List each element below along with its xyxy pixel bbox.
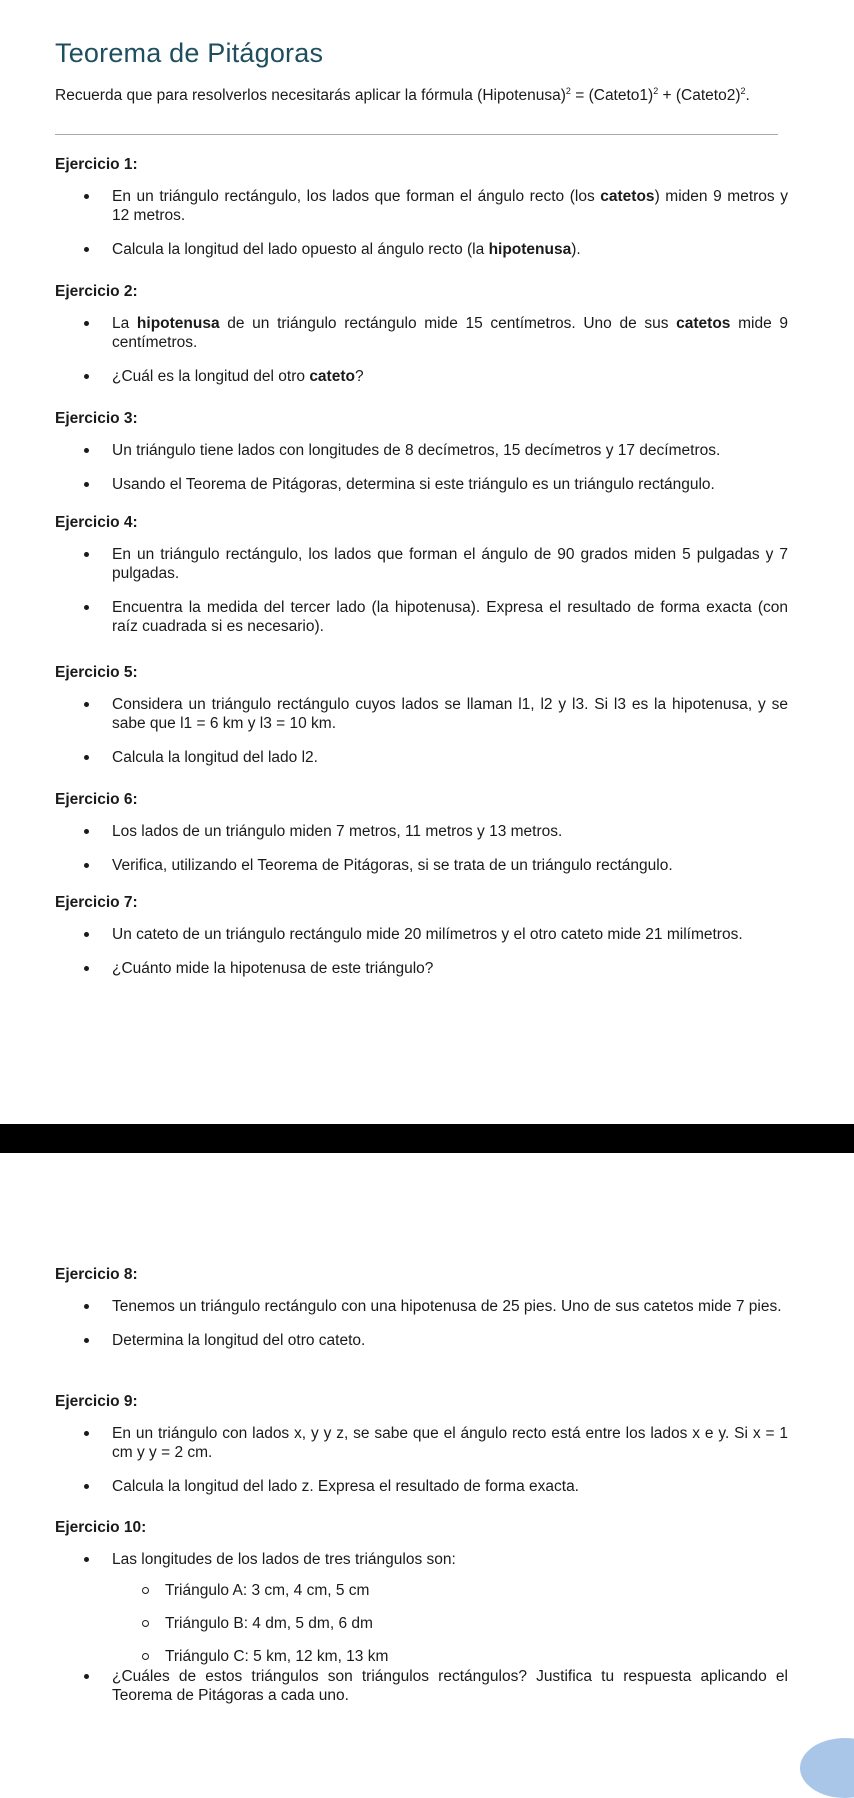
page-break-bar (0, 1124, 854, 1153)
exercise-title: Ejercicio 5: (55, 664, 138, 681)
exercise-2 (55, 283, 788, 401)
exercise-bullet: La hipotenusa de un triángulo rectángulo mide 15 centímetros. Uno de sus catetos mide 9 centímetros. (55, 314, 788, 352)
exercise-4 (55, 514, 788, 651)
exercise-bullet: ¿Cuánto mide la hipotenusa de este triángulo? (55, 959, 788, 978)
exercise-title: Ejercicio 6: (55, 791, 138, 808)
exercise-bullet: Calcula la longitud del lado l2. (55, 748, 788, 767)
exercise-bullet: Las longitudes de los lados de tres triángulos son: Triángulo A: 3 cm, 4 cm, 5 cm Triángulo B: 4 dm, 5 dm, 6 dm Triángulo C: 5 km, 12 km, 13 km (55, 1550, 788, 1666)
horizontal-divider (55, 134, 778, 135)
exercise-bullet: En un triángulo rectángulo, los lados que forman el ángulo de 90 grados miden 5 pulgadas y 7 pulgadas. (55, 545, 788, 583)
exercise-bullet: Tenemos un triángulo rectángulo con una hipotenusa de 25 pies. Uno de sus catetos mide 7 pies. (55, 1297, 788, 1316)
exercise-title: Ejercicio 7: (55, 894, 138, 911)
exercise-bullet: Un cateto de un triángulo rectángulo mide 20 milímetros y el otro cateto mide 21 milímetros. (55, 925, 788, 944)
exercise-bullet: Verifica, utilizando el Teorema de Pitágoras, si se trata de un triángulo rectángulo. (55, 856, 788, 875)
exercise-title: Ejercicio 8: (55, 1266, 138, 1283)
exercise-bullet: Determina la longitud del otro cateto. (55, 1331, 788, 1350)
exercise-3 (55, 410, 785, 509)
exercise-6 (55, 791, 785, 890)
exercise-bullet: Encuentra la medida del tercer lado (la hipotenusa). Expresa el resultado de forma exacta (con raíz cuadrada si es necesario). (55, 598, 788, 636)
exercise-8 (55, 1266, 785, 1365)
exercise-title: Ejercicio 9: (55, 1393, 138, 1410)
exercise-bullet: En un triángulo con lados x, y y z, se sabe que el ángulo recto está entre los lados x e y. Si x = 1 cm y y = 2 cm. (55, 1424, 788, 1462)
exercise-bullet: En un triángulo rectángulo, los lados que forman el ángulo recto (los catetos) miden 9 metros y 12 metros. (55, 187, 788, 225)
exercise-1 (55, 156, 788, 274)
exercise-10 (55, 1519, 788, 1720)
exercise-bullet: ¿Cuáles de estos triángulos son triángulos rectángulos? Justifica tu respuesta aplicando el Teorema de Pitágoras a cada uno. (55, 1667, 788, 1705)
exercise-bullet: Los lados de un triángulo miden 7 metros, 11 metros y 13 metros. (55, 822, 788, 841)
exercise-bullet: ¿Cuál es la longitud del otro cateto? (55, 367, 788, 386)
exercise-bullet: Usando el Teorema de Pitágoras, determina si este triángulo es un triángulo rectángulo. (55, 475, 788, 494)
exercise-bullet: Calcula la longitud del lado z. Expresa el resultado de forma exacta. (55, 1477, 788, 1496)
exercise-title: Ejercicio 10: (55, 1519, 147, 1536)
exercise-bullet: Calcula la longitud del lado opuesto al ángulo recto (la hipotenusa). (55, 240, 788, 259)
page-title: Teorema de Pitágoras (55, 38, 324, 68)
sub-list-item: Triángulo A: 3 cm, 4 cm, 5 cm (55, 1581, 788, 1600)
exercise-5 (55, 664, 788, 782)
exercise-title: Ejercicio 2: (55, 283, 138, 300)
exercise-bullet: Considera un triángulo rectángulo cuyos lados se llaman l1, l2 y l3. Si l3 es la hipotenusa, y se sabe que l1 = 6 km y l3 = 10 km. (55, 695, 788, 733)
exercise-bullet: Un triángulo tiene lados con longitudes de 8 decímetros, 15 decímetros y 17 decímetros. (55, 441, 788, 460)
decorative-corner-shape (800, 1738, 854, 1798)
exercise-title: Ejercicio 3: (55, 410, 138, 427)
sub-list-item: Triángulo B: 4 dm, 5 dm, 6 dm (55, 1614, 788, 1633)
exercise-title: Ejercicio 1: (55, 156, 138, 173)
exercise-9 (55, 1393, 788, 1511)
exercise-title: Ejercicio 4: (55, 514, 138, 531)
sub-list-item: Triángulo C: 5 km, 12 km, 13 km (55, 1647, 788, 1666)
intro-paragraph: Recuerda que para resolverlos necesitarás aplicar la fórmula (Hipotenusa)$^2$ = (Cateto1)$^2$ + (Cateto2)$^2$. (55, 86, 750, 104)
exercise-7 (55, 894, 785, 993)
